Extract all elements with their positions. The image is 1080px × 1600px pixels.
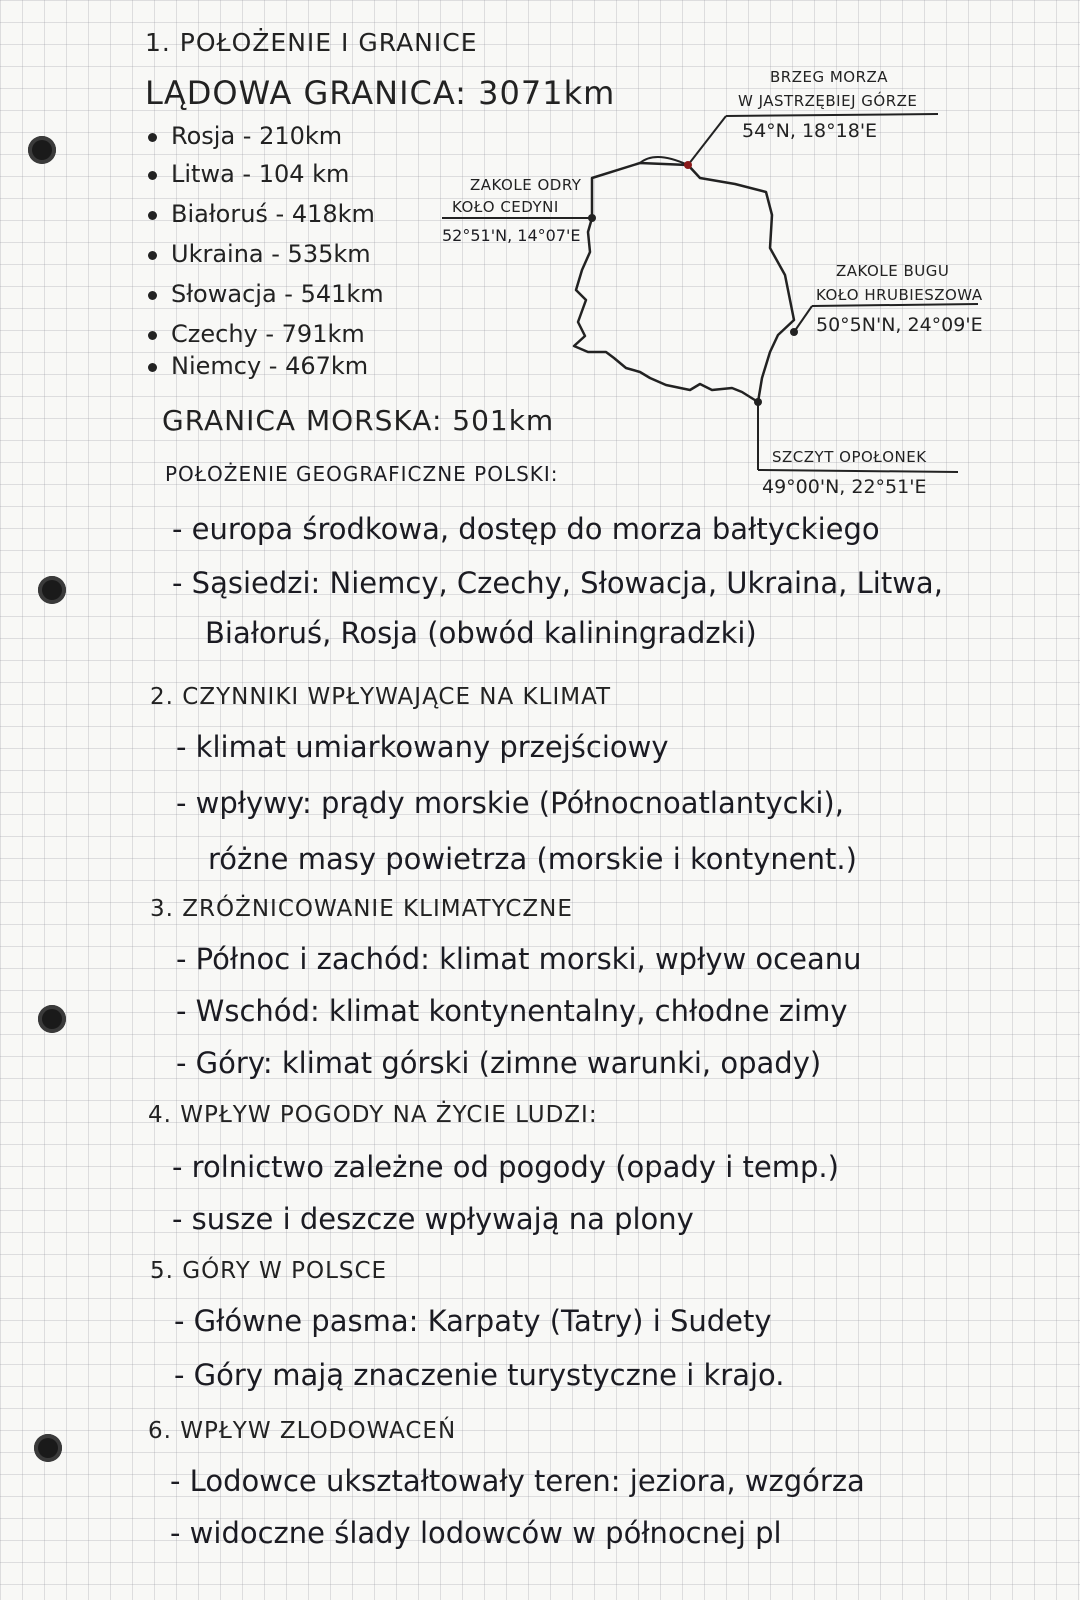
west-coord: 52°51'N, 14°07'E xyxy=(442,226,581,245)
north-underline xyxy=(726,114,938,116)
climate-diff-bullet: - Północ i zachód: klimat morski, wpływ oceanu xyxy=(176,942,862,976)
west-label-2: KOŁO CEDYNI xyxy=(452,198,559,216)
section-1-heading: 1. POŁOŻENIE I GRANICE xyxy=(145,28,478,57)
geo-position-heading: POŁOŻENIE GEOGRAFICZNE POLSKI: xyxy=(165,462,559,486)
climate-diff-bullet: - Góry: klimat górski (zimne warunki, opady) xyxy=(176,1046,822,1080)
east-pointer xyxy=(794,306,812,332)
north-label-2: W JASTRZĘBIEJ GÓRZE xyxy=(738,92,918,110)
point-west xyxy=(588,214,596,222)
section-2-heading: 2. CZYNNIKI WPŁYWAJĄCE NA KLIMAT xyxy=(150,684,612,710)
weather-bullet: - rolnictwo zależne od pogody (opady i temp.) xyxy=(172,1150,839,1184)
mountains-bullet: - Główne pasma: Karpaty (Tatry) i Sudety xyxy=(174,1304,772,1338)
border-item-text: Słowacja - 541km xyxy=(171,280,384,308)
glaciation-bullet: - widoczne ślady lodowców w północnej pl xyxy=(170,1516,782,1550)
mountains-bullet: - Góry mają znaczenie turystyczne i krajo. xyxy=(174,1358,785,1392)
geo-bullet: - Sąsiedzi: Niemcy, Czechy, Słowacja, Ukraina, Litwa, xyxy=(172,566,943,600)
border-item-text: Czechy - 791km xyxy=(171,320,365,348)
land-border-total: LĄDOWA GRANICA: 3071km xyxy=(145,74,616,112)
south-label-1: SZCZYT OPOŁONEK xyxy=(772,448,927,466)
section-5-heading: 5. GÓRY W POLSCE xyxy=(150,1258,388,1284)
section-4-heading: 4. WPŁYW POGODY NA ŻYCIE LUDZI: xyxy=(148,1102,598,1128)
north-pointer xyxy=(688,116,726,165)
border-item-text: Białoruś - 418km xyxy=(171,200,375,228)
east-label-1: ZAKOLE BUGU xyxy=(836,262,950,280)
north-label-1: BRZEG MORZA xyxy=(770,68,889,86)
border-item-text: Niemcy - 467km xyxy=(171,352,369,380)
geo-bullet: - europa środkowa, dostęp do morza bałtyckiego xyxy=(172,512,880,546)
east-coord: 50°5N'N, 24°09'E xyxy=(816,314,983,336)
east-label-2: KOŁO HRUBIESZOWA xyxy=(816,286,983,304)
sea-border-total: GRANICA MORSKA: 501km xyxy=(162,404,555,437)
point-south xyxy=(754,398,762,406)
border-item-text: Ukraina - 535km xyxy=(171,240,371,268)
border-item-text: Litwa - 104 km xyxy=(171,160,350,188)
north-coord: 54°N, 18°18'E xyxy=(742,120,878,142)
section-6-heading: 6. WPŁYW ZLODOWACEŃ xyxy=(148,1418,457,1444)
west-label-1: ZAKOLE ODRY xyxy=(470,176,582,194)
point-north xyxy=(684,161,692,169)
punch-hole-3 xyxy=(38,1005,66,1033)
climate-bullet: różne masy powietrza (morskie i kontynent.) xyxy=(208,842,857,876)
punch-hole-2 xyxy=(38,576,66,604)
weather-bullet: - susze i deszcze wpływają na plony xyxy=(172,1202,694,1236)
south-underline xyxy=(758,470,958,472)
poland-border-outline xyxy=(574,163,794,402)
climate-diff-bullet: - Wschód: klimat kontynentalny, chłodne zimy xyxy=(176,994,848,1028)
east-underline xyxy=(812,304,978,306)
border-item-text: Rosja - 210km xyxy=(171,122,343,150)
point-east xyxy=(790,328,798,336)
poland-outline-map xyxy=(0,0,1080,520)
punch-hole-4 xyxy=(34,1434,62,1462)
section-3-heading: 3. ZRÓŻNICOWANIE KLIMATYCZNE xyxy=(150,896,573,922)
geo-bullet: Białoruś, Rosja (obwód kaliningradzki) xyxy=(205,616,757,650)
glaciation-bullet: - Lodowce ukształtowały teren: jeziora, wzgórza xyxy=(170,1464,865,1498)
south-coord: 49°00'N, 22°51'E xyxy=(762,476,927,498)
climate-bullet: - klimat umiarkowany przejściowy xyxy=(176,730,669,764)
climate-bullet: - wpływy: prądy morskie (Północnoatlantycki), xyxy=(176,786,844,820)
